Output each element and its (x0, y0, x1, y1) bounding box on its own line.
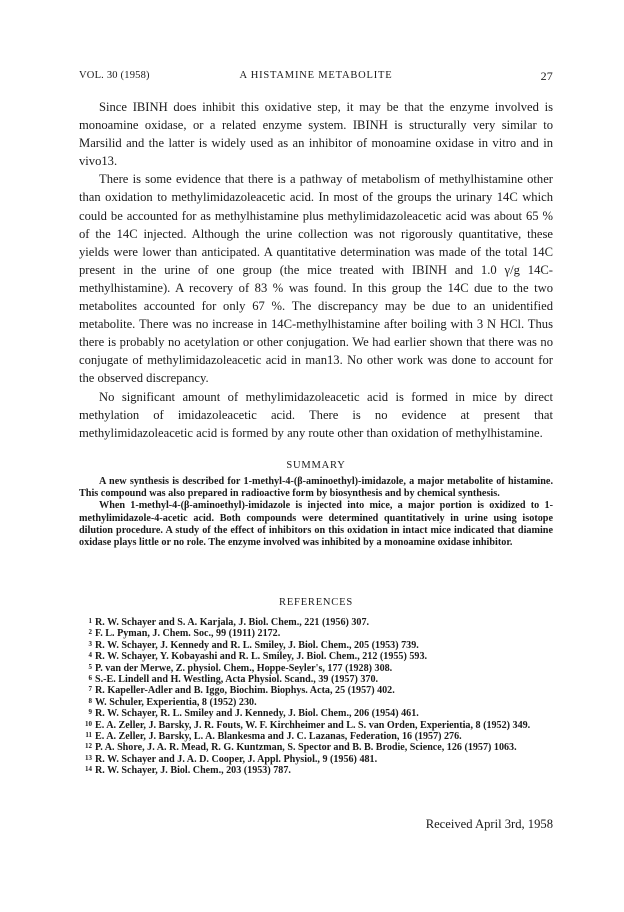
summary-heading: SUMMARY (286, 460, 346, 471)
reference-text: R. W. Schayer and J. A. D. Cooper, J. Appl. Physiol., 9 (1956) 481. (95, 753, 378, 765)
reference-text: W. Schuler, Experientia, 8 (1952) 230. (95, 696, 257, 708)
references-heading: REFERENCES (279, 597, 353, 608)
reference-item (79, 685, 553, 696)
body-paragraph: There is some evidence that there is a pathway of metabolism of methylhistamine other than oxidation to methylimidazoleacetic acid. In most of the groups the urinary 14C which could be accounted for as methylhistamine plus methylimidazoleacetic acid was about 65 % of the 14C injected. Although the urine collection was not rigorously quantitative, these yields were lower than anticipated. A quantitative determination was made of the total 14C present in the urine of one group (the mice treated with IBINH and 1.0 γ/g 14C-methylhistamine). A recovery of 83 % was found. In this group the 14C due to the two metabolites accounted for only 67 %. The discrepancy may be due to an unidentified metabolite. There was no increase in 14C-methylhistamine after boiling with 3 N HCl. Thus there is probably no acetylation or other conjugation. We had earlier shown that there was no conjugate of methylimidazoleacetic acid in man13. No other work was done to account for the observed discrepancy. (79, 172, 553, 386)
reference-text: S.-E. Lindell and H. Westling, Acta Physiol. Scand., 39 (1957) 370. (95, 674, 379, 686)
reference-list (79, 617, 553, 777)
reference-text: F. L. Pyman, J. Chem. Soc., 99 (1911) 2172. (95, 628, 281, 640)
received-date: Received April 3rd, 1958 (425, 817, 553, 831)
summary-section (79, 476, 553, 549)
summary-paragraph: When 1-methyl-4-(β-aminoethyl)-imidazole is injected into mice, a major portion is oxidized to 1-methylimidazole-4-acetic acid. Both compounds were determined quantitatively in urine using isotope dilution procedure. A study of the effect of inhibitors on this oxidation in intact mice indicated that diamine oxidase plays little or no role. The enzyme involved was inhibited by a monoamine oxidase inhibitor. (79, 500, 553, 549)
reference-item (79, 742, 553, 753)
reference-item (79, 765, 553, 776)
reference-number: 12 (85, 742, 92, 751)
running-header (79, 70, 553, 84)
main-text (79, 98, 553, 442)
reference-text: P. A. Shore, J. A. R. Mead, R. G. Kuntzman, S. Spector and B. B. Brodie, Science, 126 (1957) 1063. (95, 742, 517, 754)
reference-number: 3 (88, 639, 92, 648)
reference-item (79, 697, 553, 708)
reference-text: E. A. Zeller, J. Barsky, L. A. Blankesma and J. C. Lazanas, Federation, 16 (1957) 276. (95, 731, 462, 743)
reference-item (79, 720, 553, 731)
reference-item (79, 617, 553, 628)
reference-text: R. W. Schayer, J. Kennedy and R. L. Smiley, J. Biol. Chem., 205 (1953) 739. (95, 639, 419, 651)
body-paragraph: No significant amount of methylimidazoleacetic acid is formed in mice by direct methylation of imidazoleacetic acid. There is no evidence at present that methylimidazoleacetic acid is formed by any route other than oxidation of methylhistamine. (79, 389, 553, 440)
volume-info: VOL. 30 (1958) (79, 70, 150, 81)
reference-number: 6 (88, 674, 92, 683)
reference-number: 5 (88, 662, 92, 671)
reference-number: 7 (88, 685, 92, 694)
reference-item (79, 731, 553, 742)
reference-text: R. W. Schayer, Y. Kobayashi and R. L. Smiley, J. Biol. Chem., 212 (1955) 593. (95, 651, 428, 663)
reference-text: R. W. Schayer, R. L. Smiley and J. Kennedy, J. Biol. Chem., 206 (1954) 461. (95, 708, 419, 720)
reference-text: R. Kapeller-Adler and B. Iggo, Biochim. Biophys. Acta, 25 (1957) 402. (95, 685, 395, 697)
reference-number: 10 (85, 719, 92, 728)
reference-item (79, 674, 553, 685)
reference-number: 4 (88, 651, 92, 660)
reference-number: 9 (88, 708, 92, 717)
reference-text: E. A. Zeller, J. Barsky, J. R. Fouts, W. F. Kirchheimer and L. S. van Orden, Experientia, 8 (1952) 349. (95, 719, 531, 731)
reference-item (79, 708, 553, 719)
reference-text: R. W. Schayer and S. A. Karjala, J. Biol. Chem., 221 (1956) 307. (95, 617, 370, 628)
reference-item (79, 628, 553, 639)
reference-number: 2 (88, 628, 92, 637)
summary-paragraph: A new synthesis is described for 1-methyl-4-(β-aminoethyl)-imidazole, a major metabolite of histamine. This compound was also prepared in radioactive form by biosynthesis and by chemical synthesis. (79, 476, 553, 500)
running-title: A HISTAMINE METABOLITE (239, 70, 393, 81)
reference-item (79, 663, 553, 674)
reference-number: 8 (88, 696, 92, 705)
reference-item (79, 651, 553, 662)
reference-item (79, 640, 553, 651)
page-number: 27 (540, 69, 553, 83)
reference-number: 13 (85, 753, 92, 762)
body-paragraph: Since IBINH does inhibit this oxidative step, it may be that the enzyme involved is monoamine oxidase, or a related enzyme system. IBINH is structurally very similar to Marsilid and the latter is widely used as an inhibitor of monoamine oxidase in vitro and in vivo13. (79, 100, 553, 169)
reference-number: 14 (85, 765, 92, 774)
reference-text: P. van der Merwe, Z. physiol. Chem., Hoppe-Seyler's, 177 (1928) 308. (95, 662, 393, 674)
reference-text: R. W. Schayer, J. Biol. Chem., 203 (1953) 787. (95, 765, 291, 777)
reference-item (79, 754, 553, 765)
reference-number: 1 (88, 617, 92, 625)
reference-number: 11 (85, 731, 92, 740)
